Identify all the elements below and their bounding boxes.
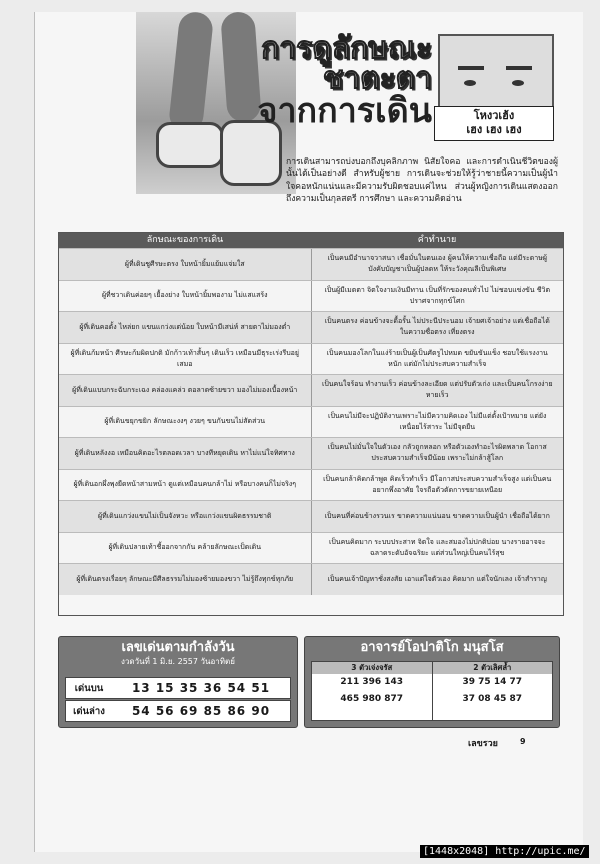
table-row <box>59 343 563 375</box>
predictor-number: 465 980 877 <box>340 694 404 704</box>
predictor-col-3digit <box>312 662 433 720</box>
lucky-numbers-box <box>58 636 298 728</box>
lucky-row-numbers: 13 15 35 36 54 51 <box>131 681 271 695</box>
article-title <box>257 31 432 131</box>
predictor-title: อาจารย์โอปาติโก มนุสโส <box>360 640 504 655</box>
table-row <box>59 500 563 532</box>
table-row <box>59 248 563 280</box>
footer-brand: เลขรวย <box>468 739 498 749</box>
prediction-cell: เป็นคนคิดมาก ระบบประสาท จิตใจ และสมองไม่ปกติบ่อย นางรายอาจจะฉลาดระดับอัจฉริยะ แต่ส่วนใหญ่เป็นคนไร้สุข <box>328 537 546 557</box>
lucky-numbers-date: งวดวันที่ 1 มิ.ย. 2557 วันอาทิตย์ <box>121 657 235 666</box>
table-row <box>59 437 563 469</box>
column-brand-subtitle: เฮง เฮง เฮง <box>466 123 522 137</box>
header-prediction: คำทำนาย <box>417 235 457 245</box>
trait-cell: ผู้ที่เดินชูศีรษะตรง ใบหน้ายิ้มแย้มแจ่มใส <box>59 249 312 280</box>
title-line-2: ชาตะตา <box>322 61 432 96</box>
predictor-numbers <box>311 661 553 721</box>
table-row <box>59 469 563 501</box>
trait-cell: ผู้ที่เดินแบบกระฉับกระเฉง คล่องแคล่ว ตอลาดซ้ายขวา มองไม่มองเบื้องหน้า <box>59 375 312 406</box>
column-brand-name: โหงวเฮ้ง <box>473 109 515 122</box>
trait-cell: ผู้ที่เดินหลังงอ เหมือนคิดอะไรตลอดเวลา บางทีหยุดเดิน หาไม่แน่ใจทิศทาง <box>59 438 312 469</box>
prediction-cell: เป็นคนเจ้าปัญหาชั่งสงสัย เอาแต่ใจตัวเอง คิดมาก แต่ใจนักเลง เจ้าสำราญ <box>327 574 547 583</box>
trait-cell: ผู้ที่เดินตรงเรื่อยๆ ลักษณะมีศีลธรรมไม่มองซ้ายมองขวา ไม่รู้ถึงทุกข์ทุกภัย <box>59 564 312 595</box>
trait-cell: ผู้ที่เดินขยุกขยิก ลักษณะงงๆ งวยๆ ขนกันขนไม่สัดส่วน <box>59 407 312 438</box>
lucky-row-top <box>65 677 291 699</box>
lucky-numbers-title: เลขเด่นตามกำลังวัน <box>121 640 235 655</box>
upload-stamp: [1448x2048] http://upic.me/ <box>420 845 589 858</box>
prediction-cell: เป็นคนตรง ค่อนข้างจะดื้อรั้น ไม่ประนีประนอม เจ้ายศเจ้าอย่าง แต่เชื่อถือได้ในความซื่อตรง เที่ยงตรง <box>324 317 550 337</box>
column-brand <box>434 106 554 141</box>
table-row <box>59 280 563 312</box>
table-row <box>59 532 563 564</box>
prediction-cell: เป็นคนมีอำนาจวาสนา เชื่อมั่นในตนเอง ผู้คนให้ความเชื่อถือ แต่มีระดาษผู้บังคับบัญชาเป็นผู้ปลดห ให้ระวังคุณลีเป็นพิเศษ <box>327 254 547 274</box>
prediction-cell: เป็นคนใจร้อน ทำงานเร็ว ค่อนข้างละเอียด แต่ปรับตัวเก่ง และเป็นคนโกรงง่ายหายเร็ว <box>321 380 553 400</box>
trait-cell: ผู้ที่เดินปลายเท้าชี้ออกจากกัน คล้ายลักษณะเป็ดเดิน <box>59 533 312 564</box>
intro-paragraph: การเดินสามารถบ่งบอกถึงบุคลิกภาพ นิสัยใจคอ และการดำเนินชีวิตของผู้นั้นได้เป็นอย่างดี สำหรับผู้ชาย การเดินจะช่วยให้รู้ว่าชายนี้ความเป็นผู้นำใจคอหนักแน่นและมีความรับผิดชอบแค่ไหน ส่วนผู้หญิงการเดินแสดงออกถึงความเป็นกุลสตรี การศึกษา และความคิดอ่าน <box>286 157 558 205</box>
header-trait: ลักษณะของการเดิน <box>146 235 224 245</box>
prediction-cell: เป็นคนไม่มั่นใจในตัวเอง กลัวถูกหลอก หรือตัวเองทำอะไรผิดพลาด โอกาสประสบความสำเร็จมีน้อย เพราะไม่กล้าสู้โลก <box>327 443 547 463</box>
table-row <box>59 374 563 406</box>
predictor-box <box>304 636 560 728</box>
prediction-cell: เป็นคนมองโลกในแง่ร้ายเป็นผู้เป็นศัตรูไปหมด ขยันขันแข็ง ชอบใช้แรงงานหนัก แต่มักไม่ประสบความสำเร็จ <box>326 348 548 368</box>
prediction-cell: เป็นคนกล้าคิดกล้าพูด คิดเร็วทำเร็ว มีโอกาสประสบความสำเร็จสูง แต่เป็นคนอยากพึ่งอาศัย ใจรถือตัวตัดการขยายเหนือย <box>323 474 552 494</box>
title-line-1: การดูลักษณะ <box>261 31 432 66</box>
table-header <box>59 233 563 248</box>
lucky-row-label: เด่นล่าง <box>73 705 105 717</box>
page-number: 9 <box>520 737 526 746</box>
trait-cell: ผู้ที่เดินแกว่งแขนไม่เป็นจังหวะ หรือแกว่งแขนผิดธรรมชาติ <box>59 501 312 532</box>
lucky-row-numbers: 54 56 69 85 86 90 <box>131 704 271 718</box>
prediction-cell: เป็นผู้มีเมตตา จิตใจงามเงินมีทาน เป็นที่รักของคนทั่วไป ไม่ชอบแข่งขัน ชีวิตปราศจากทุกข์โศก <box>324 285 551 305</box>
trait-cell: ผู้ที่ชวาเดินค่อยๆ เยื้องย่าง ใบหน้ายิ้มพองาม ไม่แสแสร้ง <box>59 281 312 312</box>
predictor-number: 39 75 14 77 <box>462 677 522 687</box>
table-row <box>59 563 563 595</box>
prediction-cell: เป็นคนไม่มีจะปฏิบัติงานเพราะไม่มีความคิดเอง ไม่มีแต่ตั้งเป้าหมาย แต่ยังเหนื่อยไร้สาระ ไม่มีจุดยืน <box>328 411 547 431</box>
walking-traits-table <box>58 232 564 616</box>
trait-cell: ผู้ที่เดินคอตั้ง ไหล่ยก แขนแกว่งแต่น้อย ใบหน้ามีเสน่ห์ สายตาไม่มองต่ำ <box>59 312 312 343</box>
predictor-number: 37 08 45 87 <box>462 694 522 704</box>
title-line-3: จากการเดิน <box>257 91 432 131</box>
trait-cell: ผู้ที่เดินก้มหน้า ศีรษะก้มผิดปกติ มักก้าวเท้าสั้นๆ เดินเร็ว เหมือนมีธุระเร่งรีบอยู่เสมอ <box>59 344 312 375</box>
table-row <box>59 406 563 438</box>
predictor-col-head: 2 ตัวเลิศล้ำ <box>433 662 553 674</box>
prediction-cell: เป็นคนที่ค่อนข้างรวนเร ขาดความแน่นอน ขาดความเป็นผู้นำ เชื่อถือได้ยาก <box>324 511 550 520</box>
predictor-number: 211 396 143 <box>340 677 404 687</box>
lucky-row-label: เด่นบน <box>74 682 104 694</box>
predictor-col-2digit <box>433 662 553 720</box>
predictor-col-head: 3 ตัวเจ่งจรัส <box>312 662 432 674</box>
table-row <box>59 311 563 343</box>
trait-cell: ผู้ที่เดินอกผึ่งพุงยืดหน้าสามหน้า ดูแต่เหมือนคนกล้าไม่ หรือบางคนก็ไม่จริงๆ <box>59 470 312 501</box>
lucky-row-bottom <box>65 700 291 722</box>
